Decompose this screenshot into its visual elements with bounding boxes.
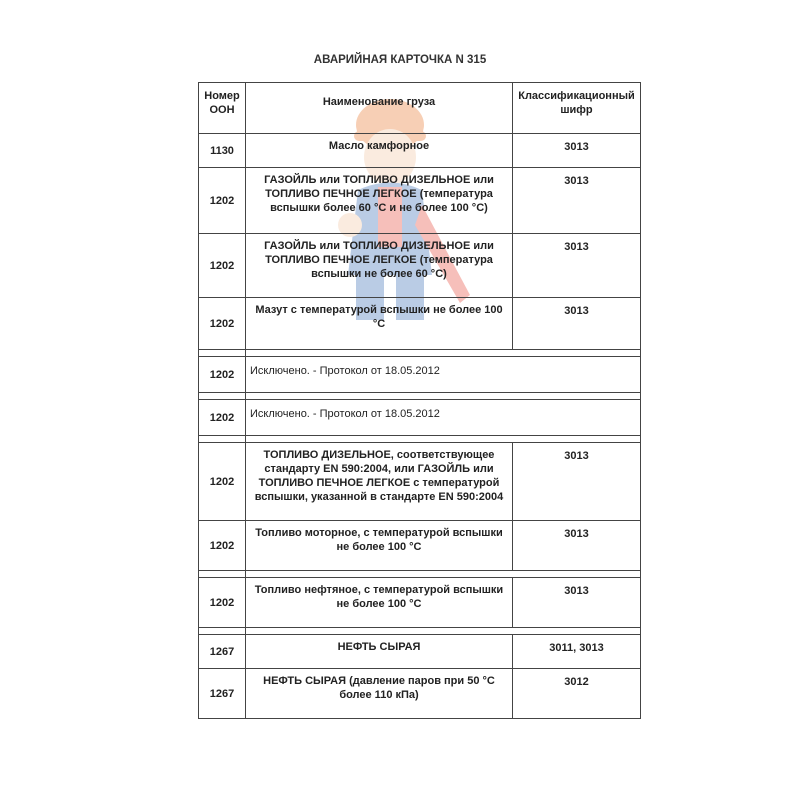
- cargo-name: Топливо нефтяное, с температурой вспышки не более 100 °С: [246, 578, 513, 628]
- un-number: 1202: [199, 400, 246, 436]
- un-number: 1267: [199, 669, 246, 719]
- table-row: [199, 400, 641, 436]
- table-row: [199, 357, 641, 393]
- cargo-name: НЕФТЬ СЫРАЯ: [246, 635, 513, 669]
- un-number: 1202: [199, 168, 246, 234]
- header-code: Классификационный шифр: [513, 83, 641, 134]
- table-row: [199, 168, 641, 234]
- class-code: 3013: [513, 443, 641, 521]
- class-code: 3013: [513, 578, 641, 628]
- un-number: 1267: [199, 635, 246, 669]
- row-separator: [199, 436, 641, 443]
- class-code: 3012: [513, 669, 641, 719]
- cargo-name: Топливо моторное, с температурой вспышки не более 100 °С: [246, 521, 513, 571]
- table-row: [199, 234, 641, 298]
- un-number: 1202: [199, 298, 246, 350]
- cargo-name: ГАЗОЙЛЬ или ТОПЛИВО ДИЗЕЛЬНОЕ или ТОПЛИВО ПЕЧНОЕ ЛЕГКОЕ (температура вспышки более 60 °С и не более 100 °С): [246, 168, 513, 234]
- cargo-name: ГАЗОЙЛЬ или ТОПЛИВО ДИЗЕЛЬНОЕ или ТОПЛИВО ПЕЧНОЕ ЛЕГКОЕ (температура вспышки не более 60 °С): [246, 234, 513, 298]
- class-code: 3013: [513, 298, 641, 350]
- emergency-card-table: [198, 82, 641, 719]
- table-row: [199, 669, 641, 719]
- class-code: 3013: [513, 234, 641, 298]
- un-number: 1130: [199, 134, 246, 168]
- cargo-name: ТОПЛИВО ДИЗЕЛЬНОЕ, соответствующее стандарту EN 590:2004, или ГАЗОЙЛЬ или ТОПЛИВО ПЕЧНОЕ ЛЕГКОЕ с температурой вспышки, указанной в стандарте EN 590:2004: [246, 443, 513, 521]
- table-row: [199, 521, 641, 571]
- row-separator: [199, 350, 641, 357]
- cargo-name: Масло камфорное: [246, 134, 513, 168]
- card-title: АВАРИЙНАЯ КАРТОЧКА N 315: [313, 54, 487, 66]
- un-number: 1202: [199, 521, 246, 571]
- excluded-note: Исключено. - Протокол от 18.05.2012: [246, 400, 641, 436]
- un-number: 1202: [199, 234, 246, 298]
- header-number: Номер ООН: [199, 83, 246, 134]
- row-separator: [199, 628, 641, 635]
- table-row: [199, 443, 641, 521]
- row-separator: [199, 571, 641, 578]
- un-number: 1202: [199, 578, 246, 628]
- un-number: 1202: [199, 443, 246, 521]
- table-row: [199, 635, 641, 669]
- class-code: 3013: [513, 134, 641, 168]
- un-number: 1202: [199, 357, 246, 393]
- cargo-name: Мазут с температурой вспышки не более 100 °С: [246, 298, 513, 350]
- table-row: [199, 298, 641, 350]
- table-row: [199, 134, 641, 168]
- table-header-row: [199, 83, 641, 134]
- header-name: Наименование груза: [246, 83, 513, 134]
- class-code: 3011, 3013: [513, 635, 641, 669]
- cargo-name: НЕФТЬ СЫРАЯ (давление паров при 50 °С более 110 кПа): [246, 669, 513, 719]
- table-row: [199, 578, 641, 628]
- excluded-note: Исключено. - Протокол от 18.05.2012: [246, 357, 641, 393]
- class-code: 3013: [513, 168, 641, 234]
- row-separator: [199, 393, 641, 400]
- class-code: 3013: [513, 521, 641, 571]
